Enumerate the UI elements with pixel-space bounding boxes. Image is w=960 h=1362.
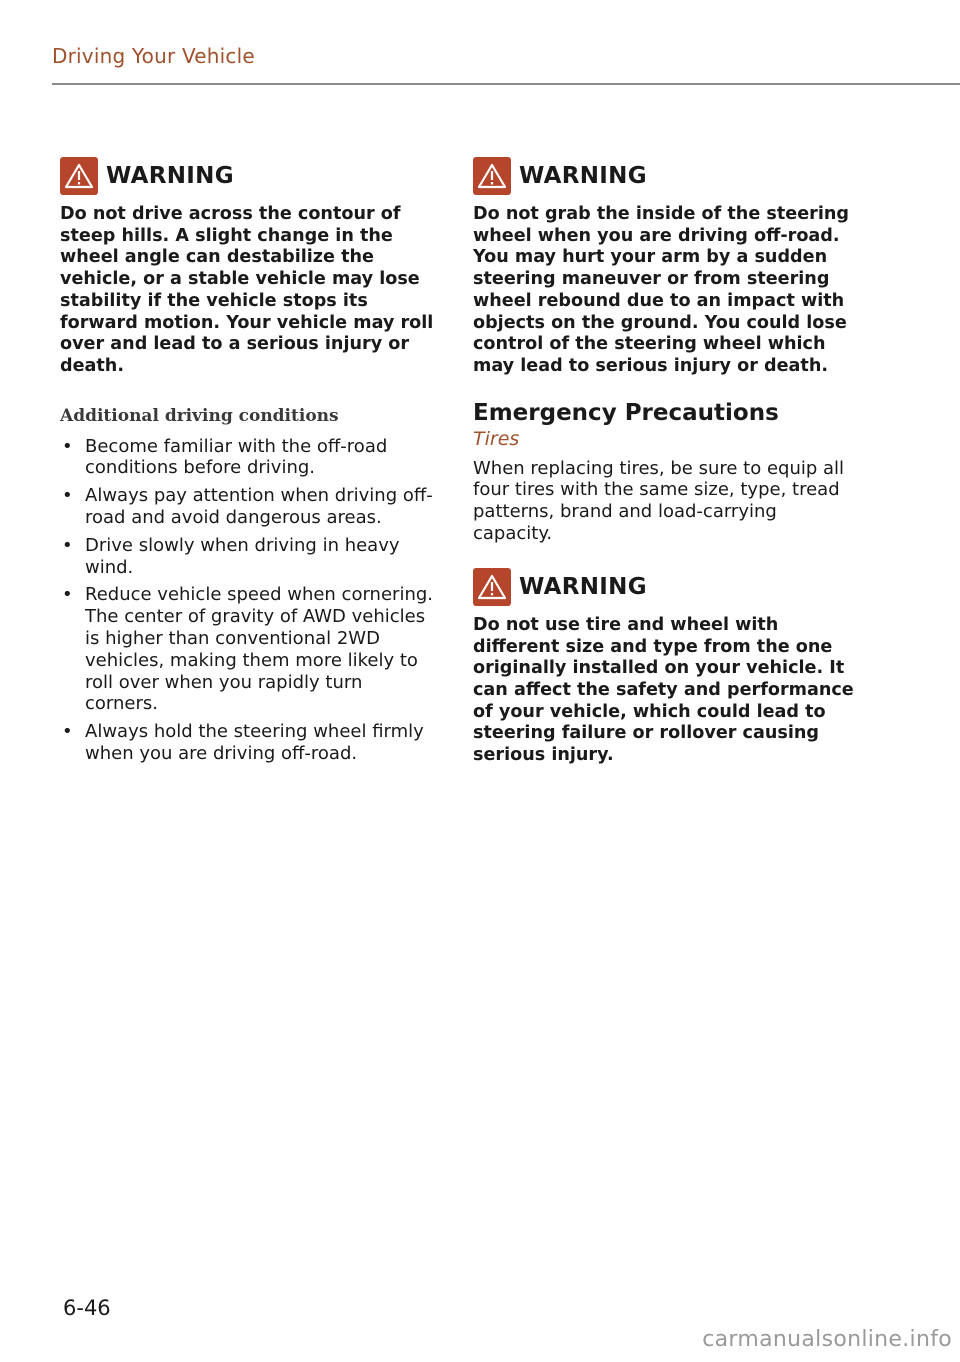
tires-body-text: When replacing tires, be sure to equip all four tires with the same size, type, tread patterns, brand and load-carrying capacity.	[473, 457, 845, 545]
warning-text: Do not drive across the contour of steep hills. A slight change in the wheel angle can destabilize the vehicle, or a stable vehicle may lose stability if the vehicle stops its forward motion. Your vehicle may roll over and lead to a serious injury or death.	[60, 204, 434, 376]
bullet-dot-icon: •	[62, 721, 73, 743]
warning-header	[60, 156, 438, 196]
warning-block-steering-wheel	[473, 156, 858, 378]
warning-text: Do not grab the inside of the steering wheel when you are driving off-road. You may hurt your arm by a sudden steering maneuver or from steering wheel rebound due to an impact with objects on the ground. You could lose control of the steering wheel which may lead to serious injury or death.	[473, 204, 849, 376]
warning-header	[473, 567, 858, 607]
bullet-dot-icon: •	[62, 485, 73, 507]
page-number: 6-46	[63, 1296, 111, 1320]
list-item	[60, 721, 438, 765]
warning-header	[473, 156, 858, 196]
list-item-text: Always hold the steering wheel firmly when you are driving off-road.	[85, 721, 424, 764]
warning-text: Do not use tire and wheel with different size and type from the one originally installed on your vehicle. It can affect the safety and performance of your vehicle, which could lead to steering failure or rollover causing serious injury.	[473, 614, 854, 766]
warning-label: WARNING	[106, 163, 234, 189]
page-header-title: Driving Your Vehicle	[52, 44, 255, 68]
left-column	[60, 156, 438, 771]
list-item-text: Always pay attention when driving off-road and avoid dangerous areas.	[85, 485, 433, 529]
list-item	[60, 485, 438, 529]
watermark: carmanualsonline.info	[702, 1327, 952, 1352]
header-divider	[52, 83, 960, 85]
warning-triangle-icon	[60, 157, 98, 195]
warning-label: WARNING	[519, 573, 647, 600]
section-subtitle-tires: Tires	[473, 427, 520, 450]
warning-triangle-icon	[473, 157, 511, 195]
warning-triangle-icon	[473, 568, 511, 606]
section-title-emergency: Emergency Precautions	[473, 399, 779, 426]
warning-block-tire-size	[473, 567, 858, 767]
list-item-text: Reduce vehicle speed when cornering. The center of gravity of AWD vehicles is higher than conventional 2WD vehicles, making them more likely to roll over when you rapidly turn corners.	[85, 584, 433, 715]
bullet-dot-icon: •	[62, 435, 73, 457]
warning-block-steep-hills	[60, 156, 438, 378]
subheading-additional-conditions: Additional driving conditions	[60, 405, 339, 426]
right-column	[473, 156, 858, 767]
warning-label: WARNING	[519, 163, 647, 189]
bullet-dot-icon: •	[62, 584, 73, 606]
list-item-text: Become familiar with the off-road conditions before driving.	[85, 435, 388, 479]
list-item	[60, 584, 438, 715]
list-item-text: Drive slowly when driving in heavy wind.	[85, 534, 400, 578]
list-item	[60, 436, 438, 480]
bullet-dot-icon: •	[62, 534, 73, 556]
list-item	[60, 535, 438, 579]
conditions-list	[60, 436, 438, 765]
